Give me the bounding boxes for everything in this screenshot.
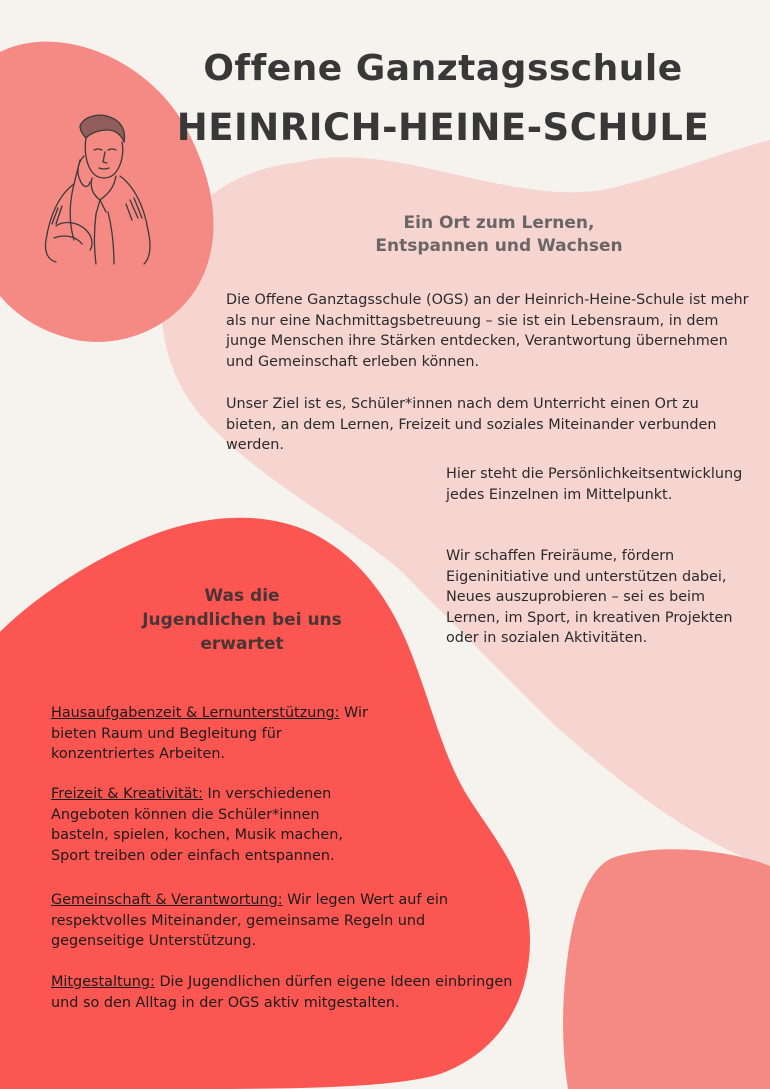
offer-label: Mitgestaltung: — [51, 974, 155, 990]
intro-paragraph-2: Unser Ziel ist es, Schüler*innen nach dem Unterricht einen Ort zu bieten, an dem Lernen, Freizeit und soziales Miteinander verbunden werden. — [226, 396, 717, 454]
school-name-title: HEINRICH-HEINE-SCHULE — [176, 106, 710, 149]
offer-text: Wir bieten Raum und Begleitung für konzentriertes Arbeiten. — [51, 705, 368, 763]
offer-item-community — [51, 890, 491, 952]
intro-paragraph-1: Die Offene Ganztagsschule (OGS) an der Heinrich-Heine-Schule ist mehr als nur eine Nachmittagsbetreuung – sie ist ein Lebensraum, in dem junge Menschen ihre Stärken entdecken, Verantwortung übernehmen und Gemeinschaft erleben können. — [226, 292, 749, 370]
offer-item-homework — [51, 703, 371, 765]
salmon-blob-bottom-right — [563, 849, 770, 1089]
offer-item-participation — [51, 972, 521, 1013]
offer-text: Die Jugendlichen dürfen eigene Ideen einbringen und so den Alltag in der OGS aktiv mitgestalten. — [51, 974, 513, 1011]
intro-subtitle-line1: Ein Ort zum Lernen, — [403, 213, 595, 233]
offers-heading-line2: Jugendlichen bei uns — [142, 610, 342, 630]
offer-text: In verschiedenen Angeboten können die Schüler*innen basteln, spielen, kochen, Musik machen, Sport treiben oder einfach entspannen. — [51, 786, 343, 864]
offer-text: Wir legen Wert auf ein respektvolles Miteinander, gemeinsame Regeln und gegenseitige Unterstützung. — [51, 892, 449, 950]
offers-heading-line1: Was die — [204, 586, 280, 606]
intro-subtitle-line2: Entspannen und Wachsen — [375, 236, 623, 256]
intro-paragraph-4: Wir schaffen Freiräume, fördern Eigeninitiative und unterstützen dabei, Neues auszuprobieren – sei es beim Lernen, im Sport, in kreativen Projekten oder in sozialen Aktivitäten. — [446, 548, 733, 647]
offers-heading-line3: erwartet — [200, 634, 284, 654]
offer-label: Hausaufgabenzeit & Lernunterstützung: — [51, 705, 340, 721]
offer-label: Gemeinschaft & Verantwortung: — [51, 892, 283, 908]
offer-label: Freizeit & Kreativität: — [51, 786, 203, 802]
offer-item-leisure — [51, 784, 381, 866]
intro-paragraph-3: Hier steht die Persönlichkeitsentwicklung jedes Einzelnen im Mittelpunkt. — [446, 466, 743, 503]
page-title: Offene Ganztagsschule — [203, 48, 683, 89]
intro-subtitle — [340, 212, 658, 258]
heinrich-heine-portrait-icon — [34, 110, 164, 266]
offers-heading — [122, 584, 362, 656]
